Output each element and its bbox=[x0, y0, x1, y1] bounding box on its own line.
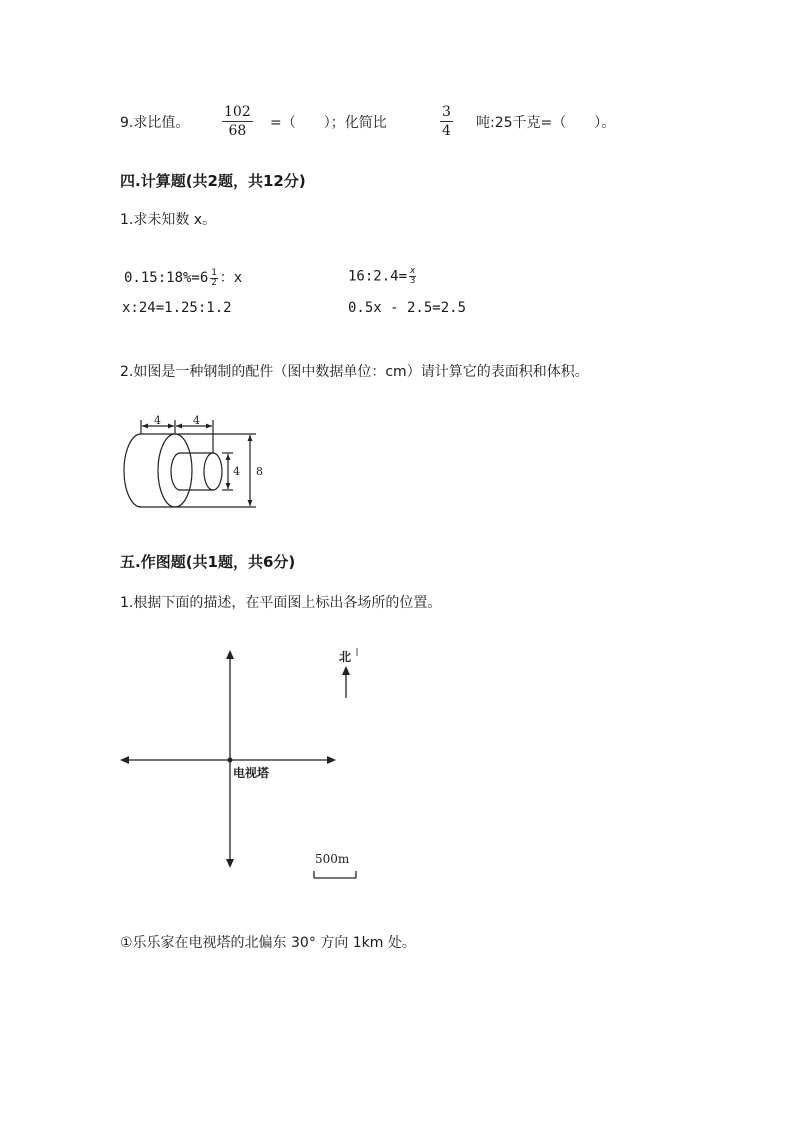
equation-2-left: 16:2.4= bbox=[348, 268, 408, 285]
dim-left-width-label: 4 bbox=[154, 414, 161, 427]
q9-fraction-1-numerator: 102 bbox=[224, 104, 251, 120]
section5-q1-prompt: 1.根据下面的描述，在平面图上标出各场所的位置。 bbox=[120, 595, 442, 611]
tv-tower-label: 电视塔 bbox=[233, 766, 270, 780]
dim-small-height-label: 4 bbox=[233, 465, 240, 478]
scale-label: 500m bbox=[315, 852, 350, 866]
equation-3: x:24=1.25:1.2 bbox=[122, 300, 232, 316]
q9-fraction-2-numerator: 3 bbox=[442, 104, 451, 120]
equation-1-fraction-numerator: 1 bbox=[211, 267, 217, 278]
section4-heading: 四.计算题(共2题，共12分) bbox=[120, 172, 306, 190]
equation-1-right: ：x bbox=[219, 270, 243, 286]
q9-middle-text: =（ ）；化简比 bbox=[270, 115, 387, 131]
south-axis-arrowhead bbox=[226, 859, 234, 868]
q9-prefix: 9.求比值。 bbox=[120, 115, 190, 131]
north-arrow-head bbox=[342, 666, 350, 675]
section5-item-1: ①乐乐家在电视塔的北偏东 30° 方向 1km 处。 bbox=[120, 935, 416, 951]
equation-2-fraction-denominator: 3 bbox=[410, 276, 416, 286]
q9-fraction-1-denominator: 68 bbox=[228, 123, 247, 139]
q9-suffix: 吨:25千克=（ ）。 bbox=[476, 115, 616, 131]
section4-q2-prompt: 2.如图是一种钢制的配件（图中数据单位：cm）请计算它的表面积和体积。 bbox=[120, 364, 589, 380]
q9-fraction-2-denominator: 4 bbox=[442, 123, 451, 139]
equation-1-left: 0.15:18%=6 bbox=[124, 270, 209, 286]
section4-q1-prompt: 1.求未知数 x。 bbox=[120, 212, 217, 228]
north-label: 北 bbox=[339, 650, 352, 664]
north-axis-arrowhead bbox=[226, 650, 234, 659]
equation-2-fraction-numerator: x bbox=[410, 266, 416, 276]
dim-big-height-label: 8 bbox=[256, 465, 263, 478]
dim-right-width-label: 4 bbox=[193, 414, 200, 427]
west-axis-arrowhead bbox=[120, 756, 129, 764]
equation-1-fraction-denominator: 2 bbox=[211, 277, 217, 288]
section5-heading: 五.作图题(共1题，共6分) bbox=[120, 553, 296, 571]
east-axis-arrowhead bbox=[327, 756, 336, 764]
equation-4: 0.5x - 2.5=2.5 bbox=[348, 300, 467, 316]
tv-tower-point bbox=[228, 758, 233, 763]
